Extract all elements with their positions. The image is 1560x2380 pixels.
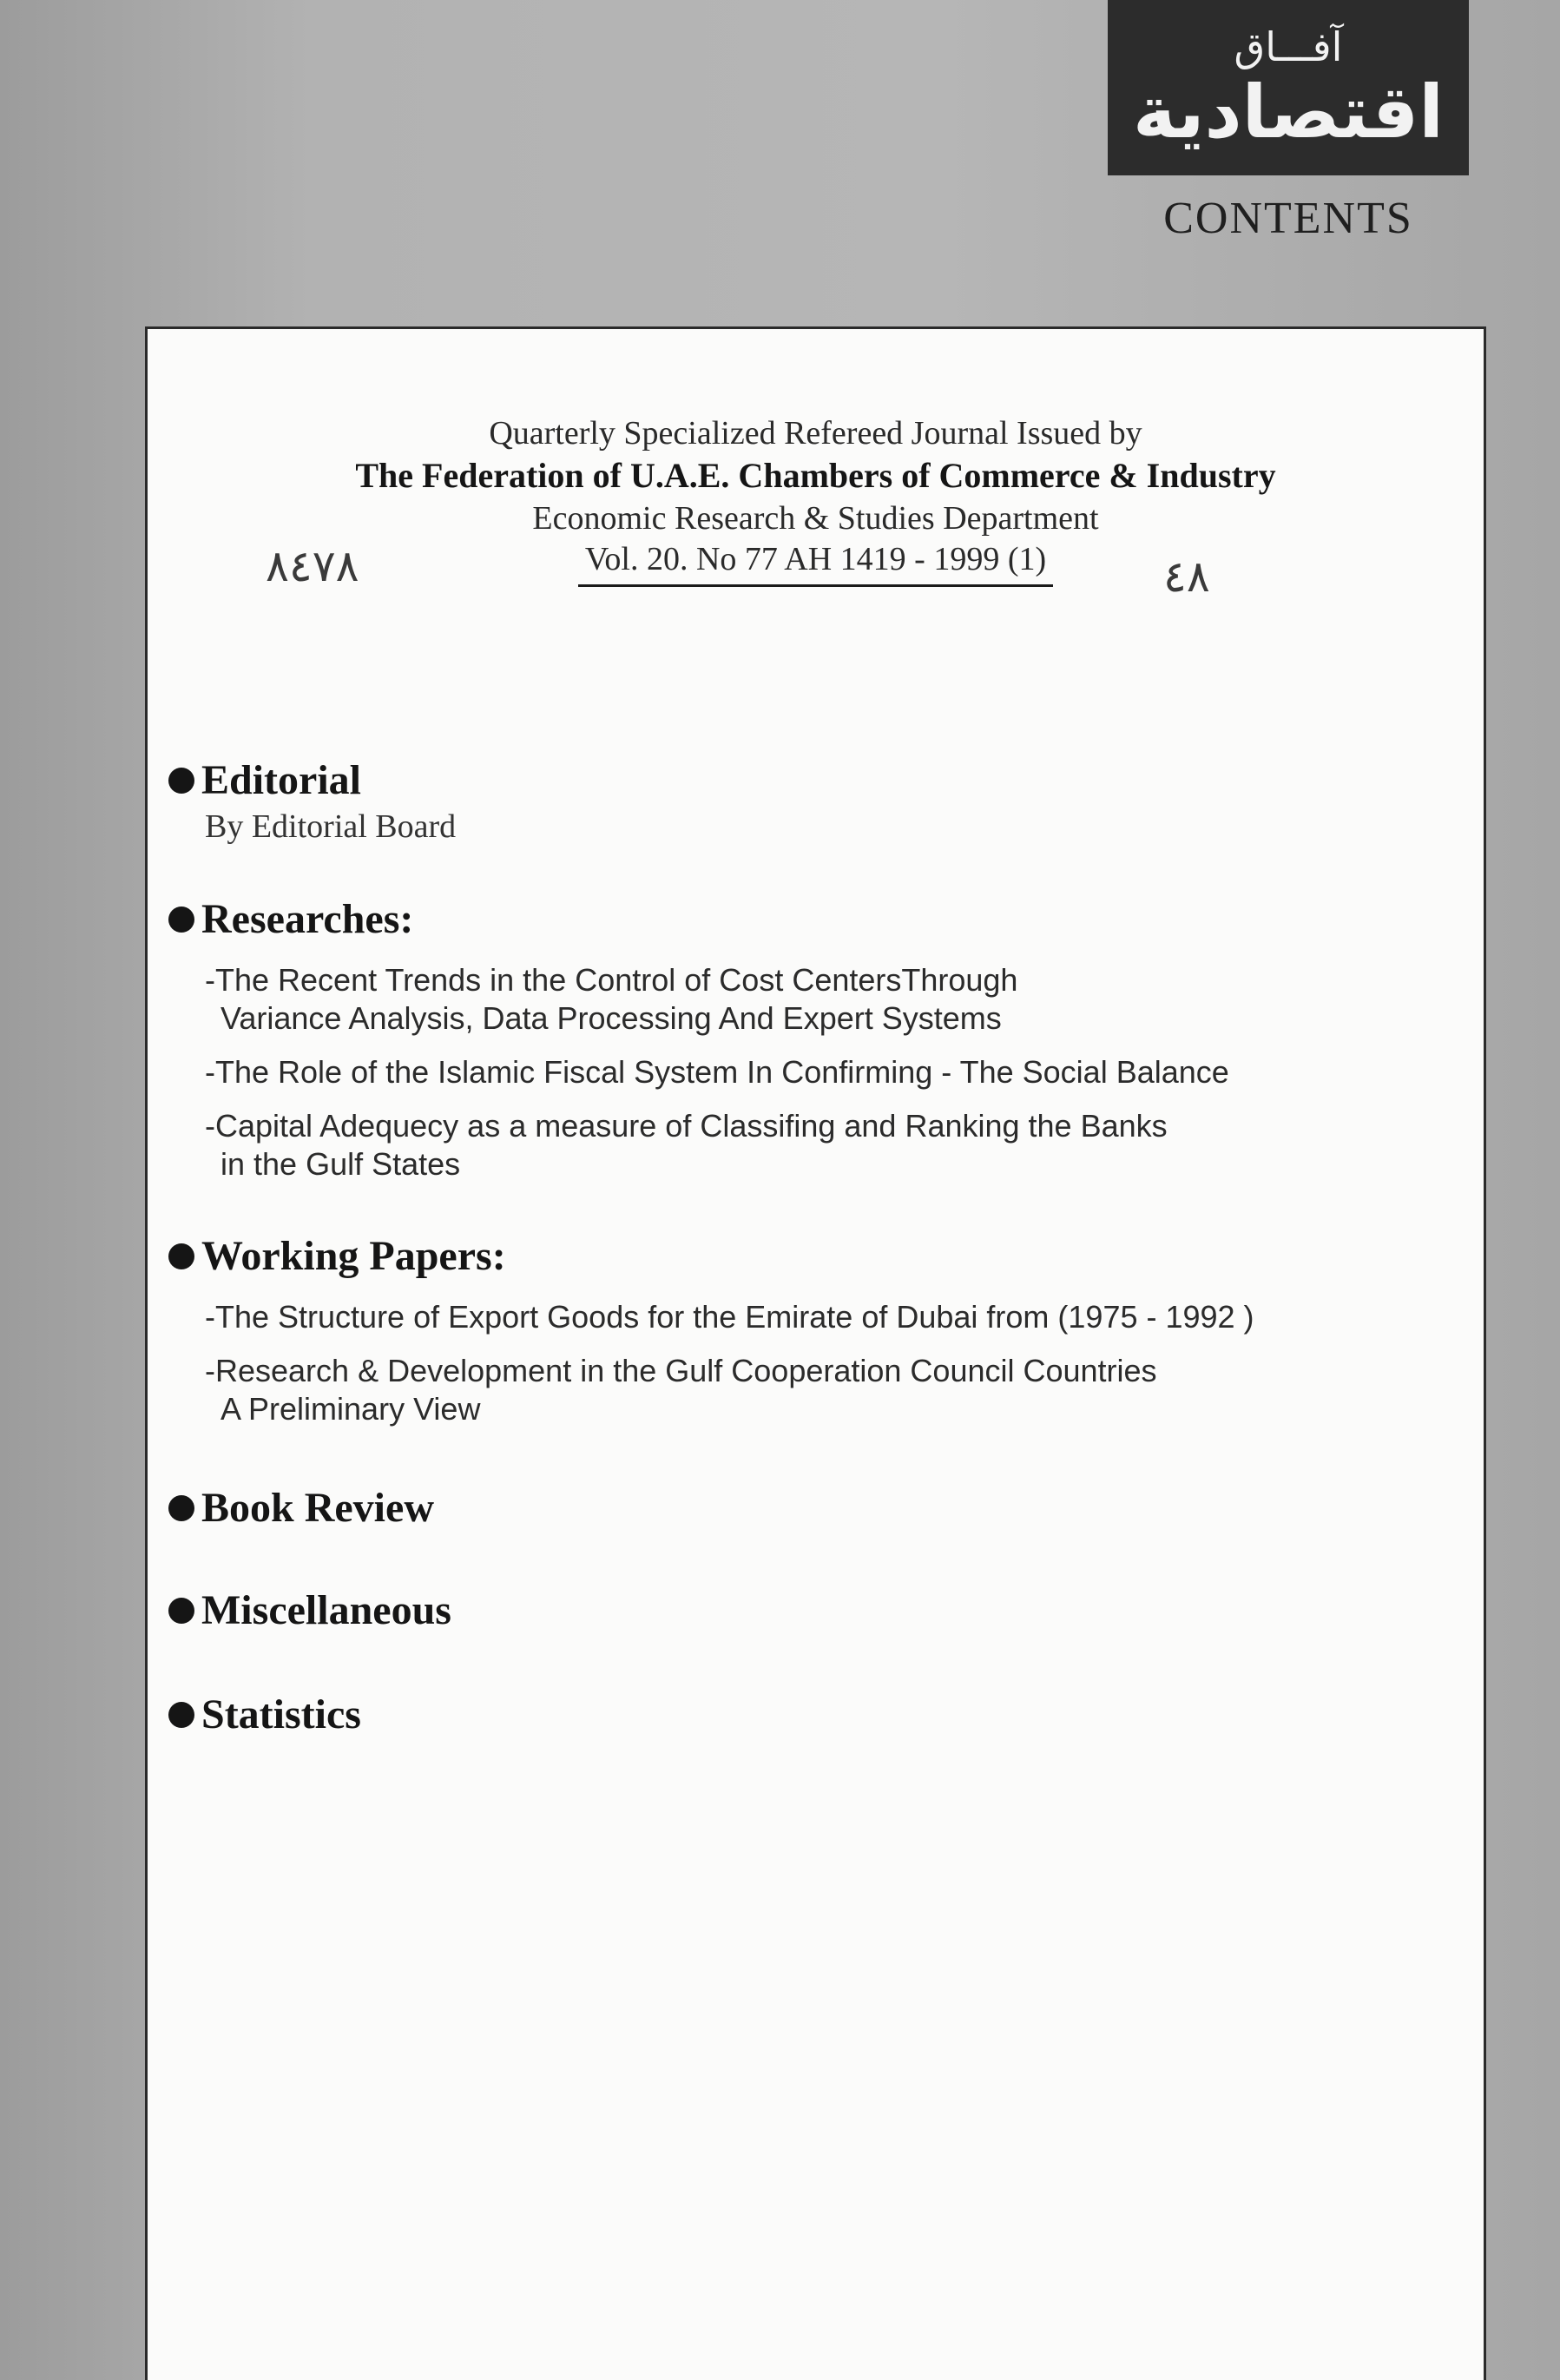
list-item	[205, 1352, 1471, 1428]
contents-heading: CONTENTS	[1163, 194, 1413, 243]
handwritten-number-left: ٨٤٧٨	[266, 541, 359, 591]
section-researches	[168, 893, 1471, 1199]
logo-big-text: اقتصادية	[1133, 69, 1444, 155]
section-book-review	[168, 1482, 1471, 1534]
list-item	[205, 961, 1471, 1038]
bullet-icon	[168, 907, 194, 933]
item-line: -The Role of the Islamic Fiscal System In Confirming - The Social Balance	[205, 1054, 1229, 1090]
list-item	[205, 1053, 1471, 1091]
item-line: -The Recent Trends in the Control of Cost CentersThrough	[205, 962, 1018, 998]
list-item	[205, 1298, 1471, 1336]
section-title: Researches:	[201, 896, 414, 942]
masthead-volume: Vol. 20. No 77 AH 1419 - 1999 (1)	[578, 539, 1053, 587]
section-heading	[168, 1482, 1471, 1534]
section-heading	[168, 755, 1471, 807]
section-title: Miscellaneous	[201, 1587, 451, 1633]
section-heading	[168, 893, 1471, 946]
section-editorial	[168, 755, 1471, 847]
bullet-icon	[168, 1495, 194, 1521]
item-line: A Preliminary View	[221, 1391, 481, 1427]
section-title: Book Review	[201, 1485, 434, 1531]
handwritten-number-right: ٤٨	[1163, 551, 1210, 602]
section-heading	[168, 1585, 1471, 1637]
bullet-icon	[168, 1243, 194, 1269]
masthead-line-1: Quarterly Specialized Refereed Journal Issued by	[489, 415, 1142, 452]
bullet-icon	[168, 1598, 194, 1624]
list-item	[205, 1107, 1471, 1183]
item-line: -Research & Development in the Gulf Cooperation Council Countries	[205, 1353, 1157, 1388]
editorial-byline: By Editorial Board	[205, 808, 457, 845]
bullet-icon	[168, 1702, 194, 1728]
journal-logo	[1108, 0, 1469, 175]
section-heading	[168, 1230, 1471, 1282]
section-working-papers	[168, 1230, 1471, 1444]
section-miscellaneous	[168, 1585, 1471, 1637]
section-title: Statistics	[201, 1691, 361, 1737]
item-line: -The Structure of Export Goods for the Emirate of Dubai from (1975 - 1992 )	[205, 1299, 1254, 1335]
item-line: -Capital Adequecy as a measure of Classifing and Ranking the Banks	[205, 1108, 1168, 1144]
researches-list	[205, 961, 1471, 1183]
section-title: Editorial	[201, 757, 362, 803]
item-line: Variance Analysis, Data Processing And Expert Systems	[221, 1000, 1002, 1036]
bullet-icon	[168, 768, 194, 794]
contents-panel	[145, 326, 1486, 2380]
logo-small-text: آفـــاق	[1234, 23, 1343, 70]
section-heading	[168, 1689, 1471, 1741]
working-papers-list	[205, 1298, 1471, 1428]
section-title: Working Papers:	[201, 1233, 506, 1279]
masthead-publisher: The Federation of U.A.E. Chambers of Commerce & Industry	[355, 456, 1276, 495]
section-statistics	[168, 1689, 1471, 1741]
masthead-department: Economic Research & Studies Department	[532, 500, 1099, 537]
item-line: in the Gulf States	[221, 1146, 461, 1182]
